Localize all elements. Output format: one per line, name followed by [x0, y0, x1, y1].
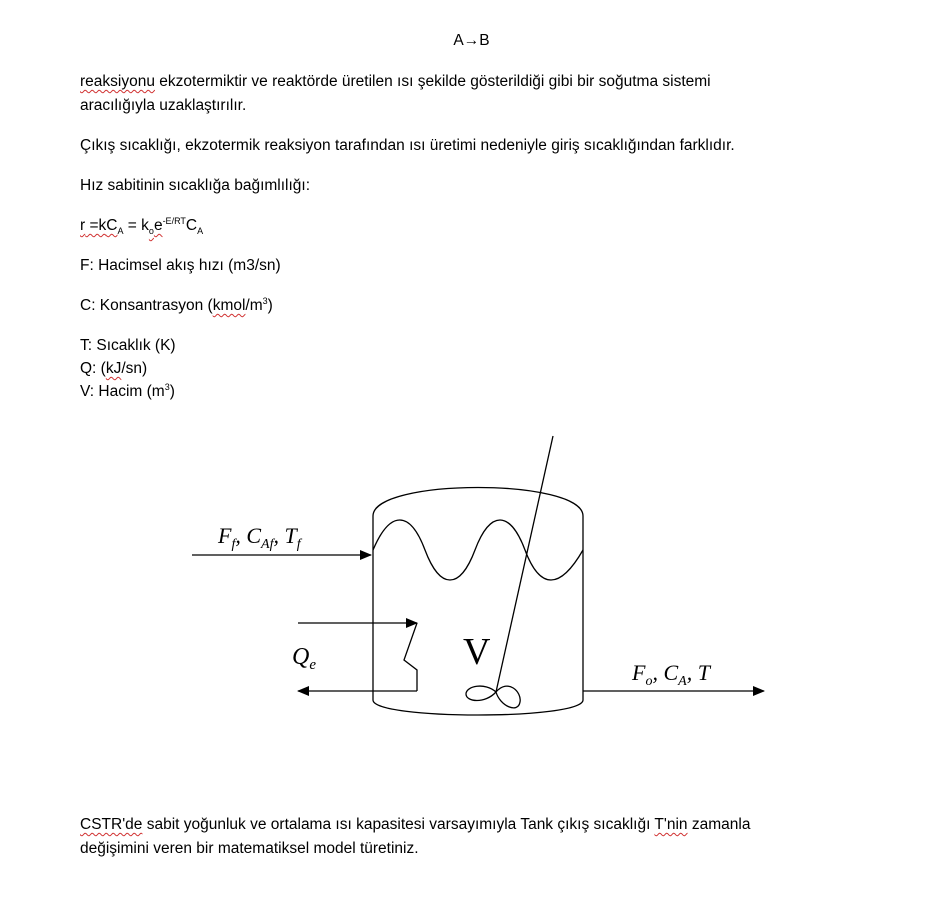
outlet-paragraph: Çıkış sıcaklığı, ekzotermik reaksiyon tarafından ısı üretimi nedeniyle giriş sıcaklığından farklıdır. [80, 137, 735, 154]
spell-word-reaksiyonu: reaksiyonu [80, 73, 155, 90]
question-line-2: değişimini veren bir matematiksel model türetiniz. [80, 840, 419, 857]
intro-line-1 [80, 72, 711, 92]
eq-e: e [153, 217, 163, 234]
def-T: T: Sıcaklık (K) [80, 337, 176, 354]
intro-line-1-rest: ekzotermiktir ve reaktörde üretilen ısı şekilde gösterildiği gibi bir soğutma sistemi [154, 73, 711, 90]
heat-label: $Q_e$ [292, 644, 317, 673]
rate-dependence-paragraph: Hız sabitinin sıcaklığa bağımlılığı: [80, 177, 311, 194]
eq-exponent: -E/RT [162, 215, 186, 226]
cstr-diagram [0, 420, 943, 780]
reactant: A [453, 32, 464, 49]
spell-word-kmol: kmol [212, 297, 246, 314]
spell-word-cstr: CSTR'de [80, 816, 143, 833]
cooling-coil [404, 623, 417, 691]
def-C: C: Konsantrasyon $(kmol/m^3)$ [80, 295, 273, 314]
reaction-title [0, 32, 943, 50]
volume-label: V [463, 631, 491, 673]
tank-body [373, 488, 583, 716]
def-Q: Q: (kJ/sn) [80, 360, 148, 377]
impeller [466, 686, 520, 708]
outlet-label: $F_o$, $C_A$, T [632, 660, 710, 689]
liquid-surface [373, 520, 583, 580]
stirrer-shaft [496, 436, 553, 692]
spell-word-kJ: kJ [105, 360, 122, 377]
eq-C: C [185, 217, 198, 234]
eq-A-sub: A [197, 226, 204, 237]
product: B [479, 32, 490, 49]
reaction-arrow: → [463, 32, 480, 49]
eq-mid: = k [123, 217, 149, 234]
rate-equation [80, 216, 203, 236]
eq-ko-sub: o [148, 226, 154, 237]
def-F: F: Hacimsel akış hızı (m3/sn) [80, 257, 281, 274]
spell-word-tnin: T'nin [654, 816, 688, 833]
intro-line-2: aracılığıyla uzaklaştırılır. [80, 97, 247, 114]
def-V: V: Hacim $(m^3)$ [80, 381, 175, 400]
eq-kc: $=kC_A$ [85, 217, 124, 237]
eq-r: r [80, 217, 86, 234]
question-line-1: CSTR'de sabit yoğunluk ve ortalama ısı kapasitesi varsayımıyla Tank çıkış sıcaklığı T'nin zamanla [80, 816, 751, 833]
feed-label: $F_f$, $C_{Af}$, $T_f$ [218, 523, 301, 552]
